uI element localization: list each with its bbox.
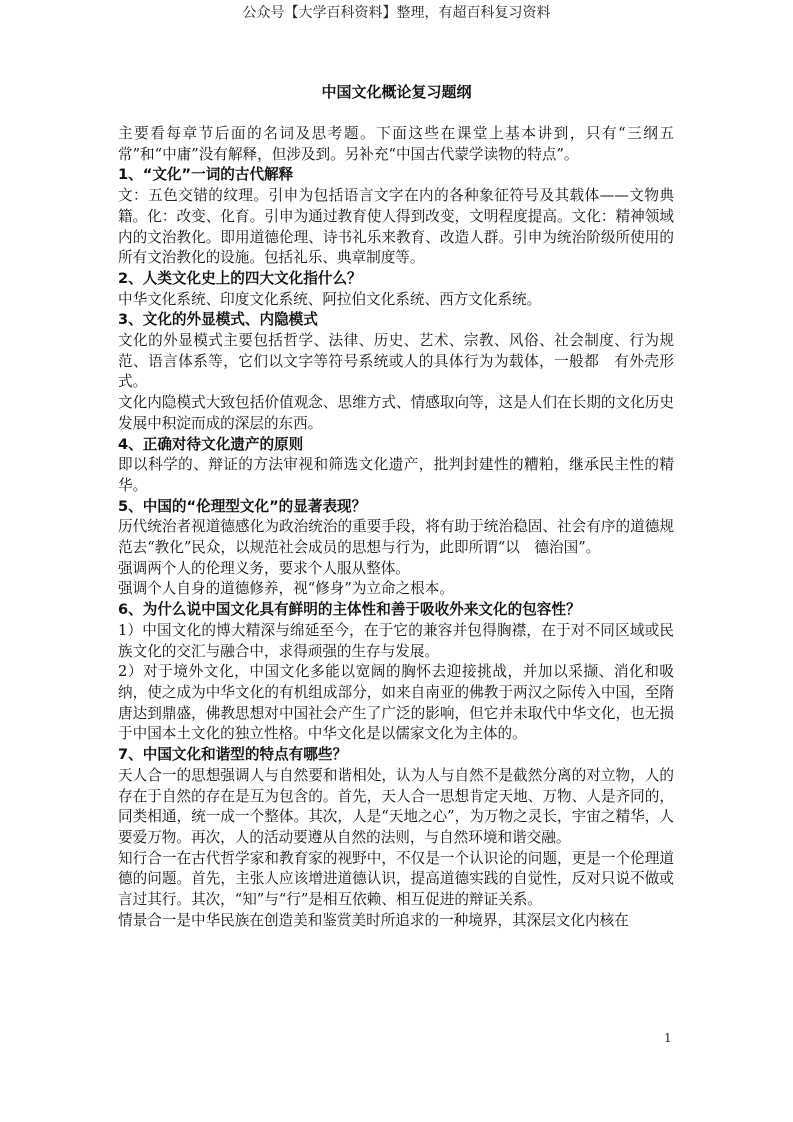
section-paragraph: 文化内隐模式大致包括价值观念、思维方式、情感取向等，这是人们在长期的文化历史发展中积淀而成的深层的东西。	[118, 394, 674, 432]
section-heading: 3、文化的外显模式、内隐模式	[118, 311, 318, 329]
section-heading: 5、中国的“伦理型文化”的显著表现？	[118, 497, 367, 515]
section-heading: 1、“文化”一词的古代解释	[118, 166, 294, 184]
section-heading: 7、中国文化和谐型的特点有哪些？	[118, 746, 348, 764]
section-paragraph: 情景合一是中华民族在创造美和鉴赏美时所追求的一种境界，其深层文化内核在	[118, 911, 629, 929]
section-paragraph: 文化的外显模式主要包括哲学、法律、历史、艺术、宗教、风俗、社会制度、行为规范、语言体系等，它们以文字等符号系统或人的具体行为为载体，一般都 有外壳形式。	[118, 332, 674, 391]
section-paragraph: 中华文化系统、印度文化系统、阿拉伯文化系统、西方文化系统。	[118, 290, 542, 308]
section-heading: 6、为什么说中国文化具有鲜明的主体性和善于吸收外来文化的包容性？	[118, 601, 581, 619]
intro-paragraph: 主要看每章节后面的名词及思考题。下面这些在课堂上基本讲到，只有“三纲五常”和“中庸”没有解释，但涉及到。另补充“中国古代蒙学读物的特点”。	[118, 125, 674, 163]
section-paragraph: 强调个人自身的道德修养，视“修身”为立命之根本。	[118, 580, 454, 598]
section-paragraph: 2）对于境外文化，中国文化多能以宽阔的胸怀去迎接挑战，并加以采撷、消化和吸纳，使之成为中华文化的有机组成部分，如来自南亚的佛教于两汉之际传入中国，至隋唐达到鼎盛，佛教思想对中国社会产生了广泛的影响，但它并未取代中华文化，也无损于中国本土文化的独立性格。中华文化是以儒家文化为主体的。	[118, 663, 674, 743]
section-paragraph: 强调两个人的伦理义务，要求个人服从整体。	[118, 559, 410, 577]
document-body	[118, 124, 674, 931]
section-paragraph: 1）中国文化的博大精深与绵延至今，在于它的兼容并包得胸襟，在于对不同区域或民族文化的交汇与融合中，求得顽强的生存与发展。	[118, 621, 674, 660]
section-paragraph: 知行合一在古代哲学家和教育家的视野中，不仅是一个认识论的问题，更是一个伦理道德的问题。首先，主张人应该增进道德认识，提高道德实践的自觉性，反对只说不做或言过其行。其次，“知”与“行”是相互依赖、相互促进的辩证关系。	[118, 849, 674, 909]
page-number: 1	[664, 1031, 672, 1045]
section-paragraph: 天人合一的思想强调人与自然要和谐相处，认为人与自然不是截然分离的对立物，人的存在于自然的存在是互为包含的。首先，天人合一思想肯定天地、万物、人是齐同的，同类相通，统一成一个整体。其次，人是“天地之心”，为万物之灵长，宇宙之精华，人要爱万物。再次，人的活动要遵从自然的法则，与自然环境和谐交融。	[118, 766, 674, 846]
section-paragraph: 文：五色交错的纹理。引申为包括语言文字在内的各种象征符号及其载体——文物典籍。化：改变、化育。引申为通过教育使人得到改变，文明程度提高。文化：精神领域内的文治教化。即用道德伦理、诗书礼乐来教育、改造人群。引申为统治阶级所使用的所有文治教化的设施。包括礼乐、典章制度等。	[118, 187, 674, 267]
document-title: 中国文化概论复习题纲	[321, 83, 472, 101]
section-heading: 4、正确对待文化遗产的原则	[118, 435, 304, 453]
section-paragraph: 即以科学的、辩证的方法审视和筛选文化遗产，批判封建性的糟粕，继承民主性的精华。	[118, 456, 674, 494]
section-paragraph: 历代统治者视道德感化为政治统治的重要手段，将有助于统治稳固、社会有序的道德规范去“教化”民众，以规范社会成员的思想与行为，此即所谓“以 德治国”。	[118, 518, 674, 557]
section-heading: 2、人类文化史上的四大文化指什么？	[118, 269, 362, 287]
header-note: 公众号【大学百科资料】整理，有超百科复习资料	[242, 5, 551, 21]
